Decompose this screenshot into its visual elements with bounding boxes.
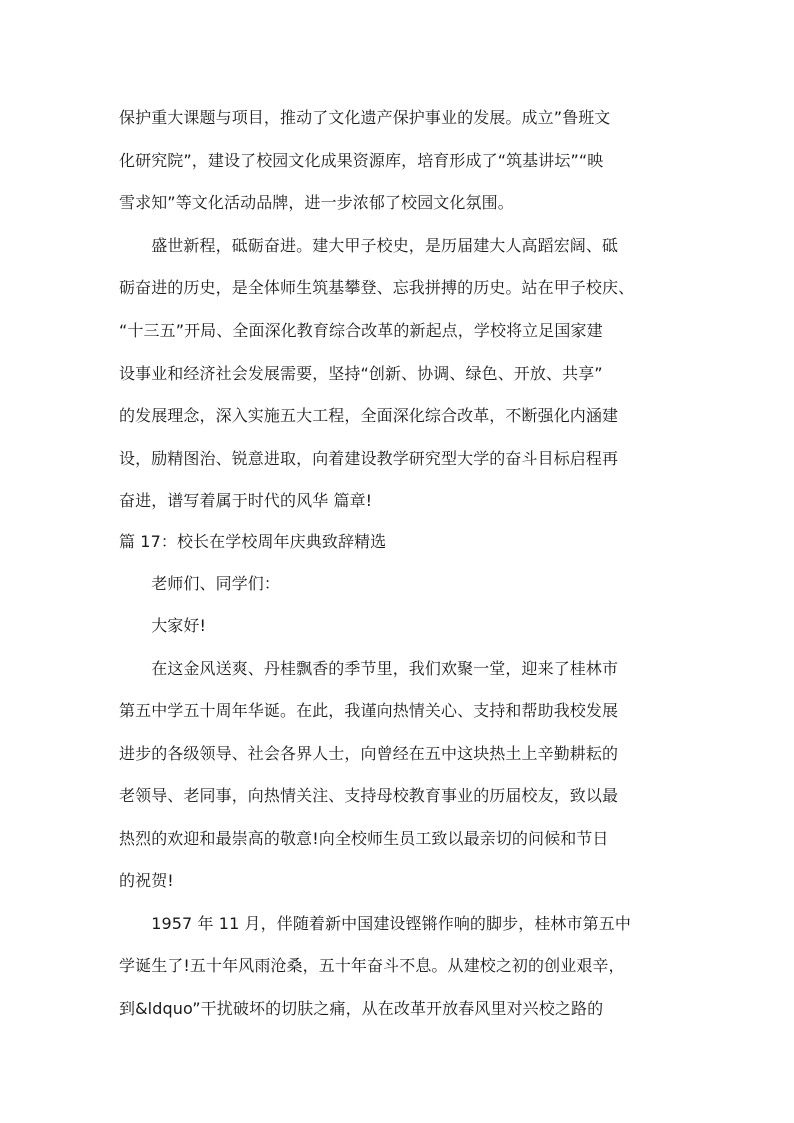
text-line: 设，励精图治、锐意进取，向着建设教学研究型大学的奋斗目标启程再 (119, 449, 619, 468)
salutation: 老师们、同学们： (119, 574, 281, 593)
text-line: 学诞生了!五十年风雨沧桑，五十年奋斗不息。从建校之初的创业艰辛， (119, 956, 625, 975)
text-line: 盛世新程，砥砺奋进。建大甲子校史，是历届建大人高蹈宏阔、砥 (119, 236, 619, 255)
text-line: 保护重大课题与项目，推动了文化遗产保护事业的发展。成立”鲁班文 (119, 108, 611, 127)
text-line: 老领导、老同事，向热情关注、支持母校教育事业的历届校友，致以最 (119, 786, 619, 805)
text-line: 设事业和经济社会发展需要，坚持“创新、协调、绿色、开放、共享” (119, 364, 603, 383)
text-line: 1957 年 11 月，伴随着新中国建设铿锵作响的脚步，桂林市第五中 (119, 914, 631, 933)
text-line: 第五中学五十周年华诞。在此，我谨向热情关心、支持和帮助我校发展 (119, 701, 619, 720)
text-line: 进步的各级领导、社会各界人士，向曾经在五中这块热土上辛勤耕耘的 (119, 744, 619, 763)
text-line: 的祝贺! (119, 871, 174, 890)
text-line: 奋进，谱写着属于时代的风华 篇章! (119, 491, 373, 510)
text-line: 热烈的欢迎和最崇高的敬意!向全校师生员工致以最亲切的问候和节日 (119, 829, 609, 848)
section-heading: 篇 17：校长在学校周年庆典致辞精选 (119, 532, 387, 551)
text-line: 到&ldquo”干扰破坏的切肤之痛，从在改革开放春风里对兴校之路的 (119, 999, 604, 1018)
text-line: 在这金风送爽、丹桂飘香的季节里，我们欢聚一堂，迎来了桂林市 (119, 659, 619, 678)
text-line: 砺奋进的历史，是全体师生筑基攀登、忘我拼搏的历史。站在甲子校庆、 (119, 278, 635, 297)
text-line: 的发展理念，深入实施五大工程，全面深化综合改革，不断强化内涵建 (119, 406, 619, 425)
text-line: “十三五”开局、全面深化教育综合改革的新起点，学校将立足国家建 (119, 321, 603, 340)
text-line: 雪求知”等文化活动品牌，进一步浓郁了校园文化氛围。 (119, 193, 514, 212)
greeting: 大家好! (119, 616, 207, 635)
text-line: 化研究院”，建设了校园文化成果资源库，培育形成了“筑基讲坛”“映 (119, 151, 604, 170)
